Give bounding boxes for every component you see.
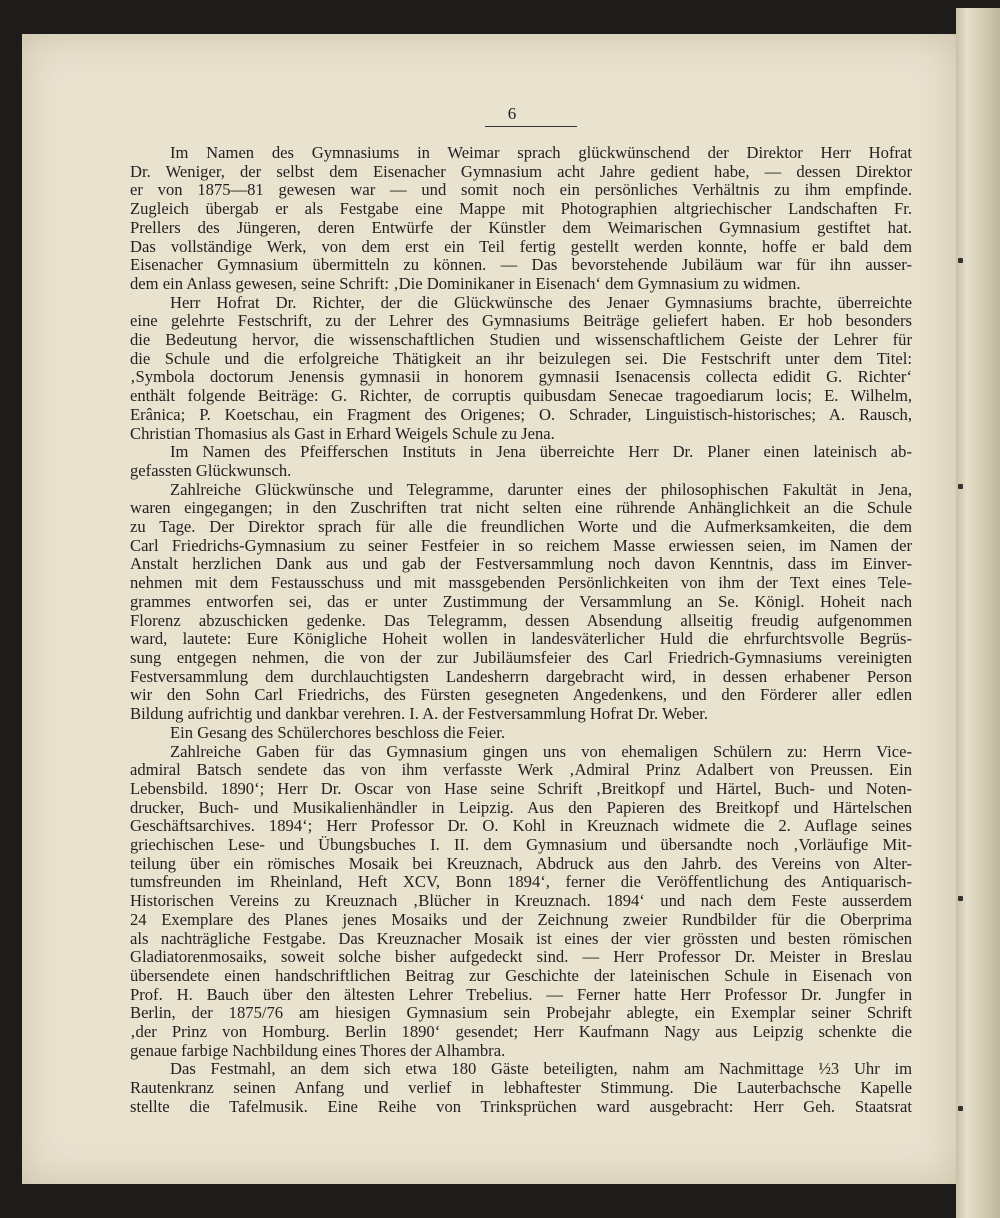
text-line: Lebensbild. 1890‘; Herr Dr. Oscar von Hase seine Schrift ‚Breitkopf und Härtel, Buch- und Noten- [130,779,912,798]
edge-mark [958,896,963,901]
body-text [130,144,912,1117]
text-line: Dr. Weniger, der selbst dem Eisenacher Gymnasium acht Jahre gedient habe, — dessen Direktor [130,162,912,181]
text-line: ‚Symbola doctorum Jenensis gymnasii in honorem gymnasii Isenacensis collecta edidit G. Richter‘ [130,368,912,387]
text-line: Zugleich übergab er als Festgabe eine Mappe mit Photographien altgriechischer Landschaften Fr. [130,200,912,219]
text-line: sung entgegen nehmen, die von der zur Jubiläumsfeier des Carl Friedrich-Gymnasiums vereinigten [130,648,912,667]
text-line: Festversammlung dem durchlauchtigsten Landesherrn dargebracht wird, in dessen erhabener Person [130,667,912,686]
text-line: grammes entworfen sei, das er unter Zustimmung der Versammlung an Se. Königl. Hoheit nach [130,592,912,611]
text-line: Zahlreiche Glückwünsche und Telegramme, darunter eines der philosophischen Fakultät in Jena, [170,480,912,499]
text-line: Im Namen des Gymnasiums in Weimar sprach glückwünschend der Direktor Herr Hofrat [170,144,912,162]
text-line: die Schule und die erfolgreiche Thätigkeit an ihr beizulegen sei. Die Festschrift unter dem Titel: [130,349,912,368]
text-line: griechischen Lese- und Übungsbuches I. II. dem Gymnasium und übersandte noch ‚Vorläufige Mit- [130,836,912,855]
text-line: Geschäftsarchives. 1894‘; Herr Professor Dr. O. Kohl in Kreuznach widmete die 2. Auflage seines [130,817,912,836]
edge-mark [958,1106,963,1111]
text-line: zu Tage. Der Direktor sprach für alle die freundlichen Worte und die Aufmerksamkeiten, die dem [130,518,912,537]
text-line: Christian Thomasius als Gast in Erhard Weigels Schule zu Jena. [130,424,555,443]
text-line: eine gelehrte Festschrift, zu der Lehrer des Gymnasiums Beiträge geliefert haben. Er hob besonders [130,312,912,331]
text-line: gefassten Glückwunsch. [130,461,292,480]
book-page [22,34,956,1184]
text-line: Eisenacher Gymnasium übermitteln zu können. — Das bevorstehende Jubiläum war für ihn ausser- [130,256,912,275]
text-line: stellte die Tafelmusik. Eine Reihe von Trinksprüchen ward ausgebracht: Herr Geh. Staatsrat [130,1097,912,1116]
text-line: Zahlreiche Gaben für das Gymnasium gingen uns von ehemaligen Schülern zu: Herrn Vice- [170,742,912,761]
text-line: drucker, Buch- und Musikalienhändler in Leipzig. Aus den Papieren des Breitkopf und Härtelschen [130,798,912,817]
text-line: er von 1875—81 gewesen war — und somit noch ein persönliches Verhältnis zu ihm empfinde. [130,181,912,200]
book-edge [956,8,1000,1218]
text-line: übersendete einen handschriftlichen Beitrag zur Geschichte der lateinischen Schule in Eisenach von [130,966,912,985]
text-line: Berlin, der 1875/76 am hiesigen Gymnasium sein Probejahr ablegte, ein Exemplar seiner Schrift [130,1004,912,1023]
page-number: 6 [507,104,517,123]
edge-mark [958,484,963,489]
text-line: Das vollständige Werk, von dem erst ein Teil fertig gestellt werden konnte, hoffe er bald dem [130,237,912,256]
text-line: Erânica; P. Koetschau, ein Fragment des Origenes; O. Schrader, Linguistisch-historisches; A. Rausch, [130,405,912,424]
text-line: die Bedeutung hervor, die wissenschaftlichen Studien und wissenschaftlichem Geiste der Lehrer für [130,331,912,350]
text-line: Anstalt herzlichen Dank aus und gab der Festversammlung noch davon Kenntnis, dass im Einver- [130,555,912,574]
text-line: waren eingegangen; in den Zuschriften trat nicht selten eine rührende Anhänglichkeit an die Schule [130,499,912,518]
text-line: als nachträgliche Festgabe. Das Kreuznacher Mosaik ist eines der vier grössten und besten römischen [130,929,912,948]
text-line: Das Festmahl, an dem sich etwa 180 Gäste beteiligten, nahm am Nachmittage ½3 Uhr im [170,1060,912,1079]
text-line: tumsfreunden im Rheinland, Heft XCV, Bonn 1894‘, ferner die Veröffentlichung des Antiquarisch- [130,873,912,892]
text-line: Rautenkranz seinen Anfang und verlief in lebhaftester Stimmung. Die Lauterbachsche Kapelle [130,1079,912,1098]
text-line: Im Namen des Pfeifferschen Instituts in Jena überreichte Herr Dr. Planer einen lateinisch ab- [170,443,912,462]
text-line: wir den Sohn Carl Friedrichs, des Fürsten gesegneten Angedenkens, und den Förderer aller edlen [130,686,912,705]
text-line: ‚der Prinz von Homburg. Berlin 1890‘ gesendet; Herr Kaufmann Nagy aus Leipzig schenkte die [130,1023,912,1042]
text-line: Carl Friedrichs-Gymnasium zu seiner Festfeier in so reichem Masse erwiessen seien, im Namen der [130,536,912,555]
text-line: Florenz abzuschicken gedenke. Das Telegramm, dessen Absendung allseitig freudig aufgenommen [130,611,912,630]
text-line: ward, lautete: Eure Königliche Hoheit wollen in landesväterlicher Huld die ehrfurchtsvolle Begrüs- [130,630,912,649]
text-line: genaue farbige Nachbildung eines Thores der Alhambra. [130,1041,506,1060]
text-line: Ein Gesang des Schülerchores beschloss die Feier. [170,723,506,742]
text-line: teilung über ein römisches Mosaik bei Kreuznach, Abdruck aus den Jahrb. des Vereins von Alter- [130,854,912,873]
page-number-rule [485,126,577,127]
text-line: Historischen Vereins zu Kreuznach ‚Blücher in Kreuznach. 1894‘ und nach dem Feste ausserdem [130,892,912,911]
text-line: admiral Batsch sendete das von ihm verfasste Werk ‚Admiral Prinz Adalbert von Preussen. Ein [130,761,912,780]
text-line: nehmen mit dem Festausschuss und mit massgebenden Persönlichkeiten von ihm der Text eines Tele- [130,574,912,593]
text-line: Herr Hofrat Dr. Richter, der die Glückwünsche des Jenaer Gymnasiums brachte, überreichte [170,293,912,312]
text-line: Gladiatorenmosaiks, soweit solche bisher aufgedeckt sind. — Herr Professor Dr. Meister in Breslau [130,948,912,967]
text-line: dem ein Anlass gewesen, seine Schrift: ‚Die Dominikaner in Eisenach‘ dem Gymnasium zu widmen. [130,274,801,293]
text-line: Prof. H. Bauch über den ältesten Lehrer Trebelius. — Ferner hatte Herr Professor Dr. Jungfer in [130,985,912,1004]
text-line: Bildung aufrichtig und dankbar verehren. I. A. der Festversammlung Hofrat Dr. Weber. [130,705,709,724]
text-line: 24 Exemplare des Planes jenes Mosaiks und der Zeichnung zweier Rundbilder für die Oberprima [130,910,912,929]
text-line: Prellers des Jüngeren, deren Entwürfe der Künstler dem Weimarischen Gymnasium gestiftet hat. [130,218,912,237]
edge-mark [958,258,963,263]
text-line: enthält folgende Beiträge: G. Richter, de corruptis quibusdam Senecae tragoediarum locis; E. Wilhelm, [130,387,912,406]
